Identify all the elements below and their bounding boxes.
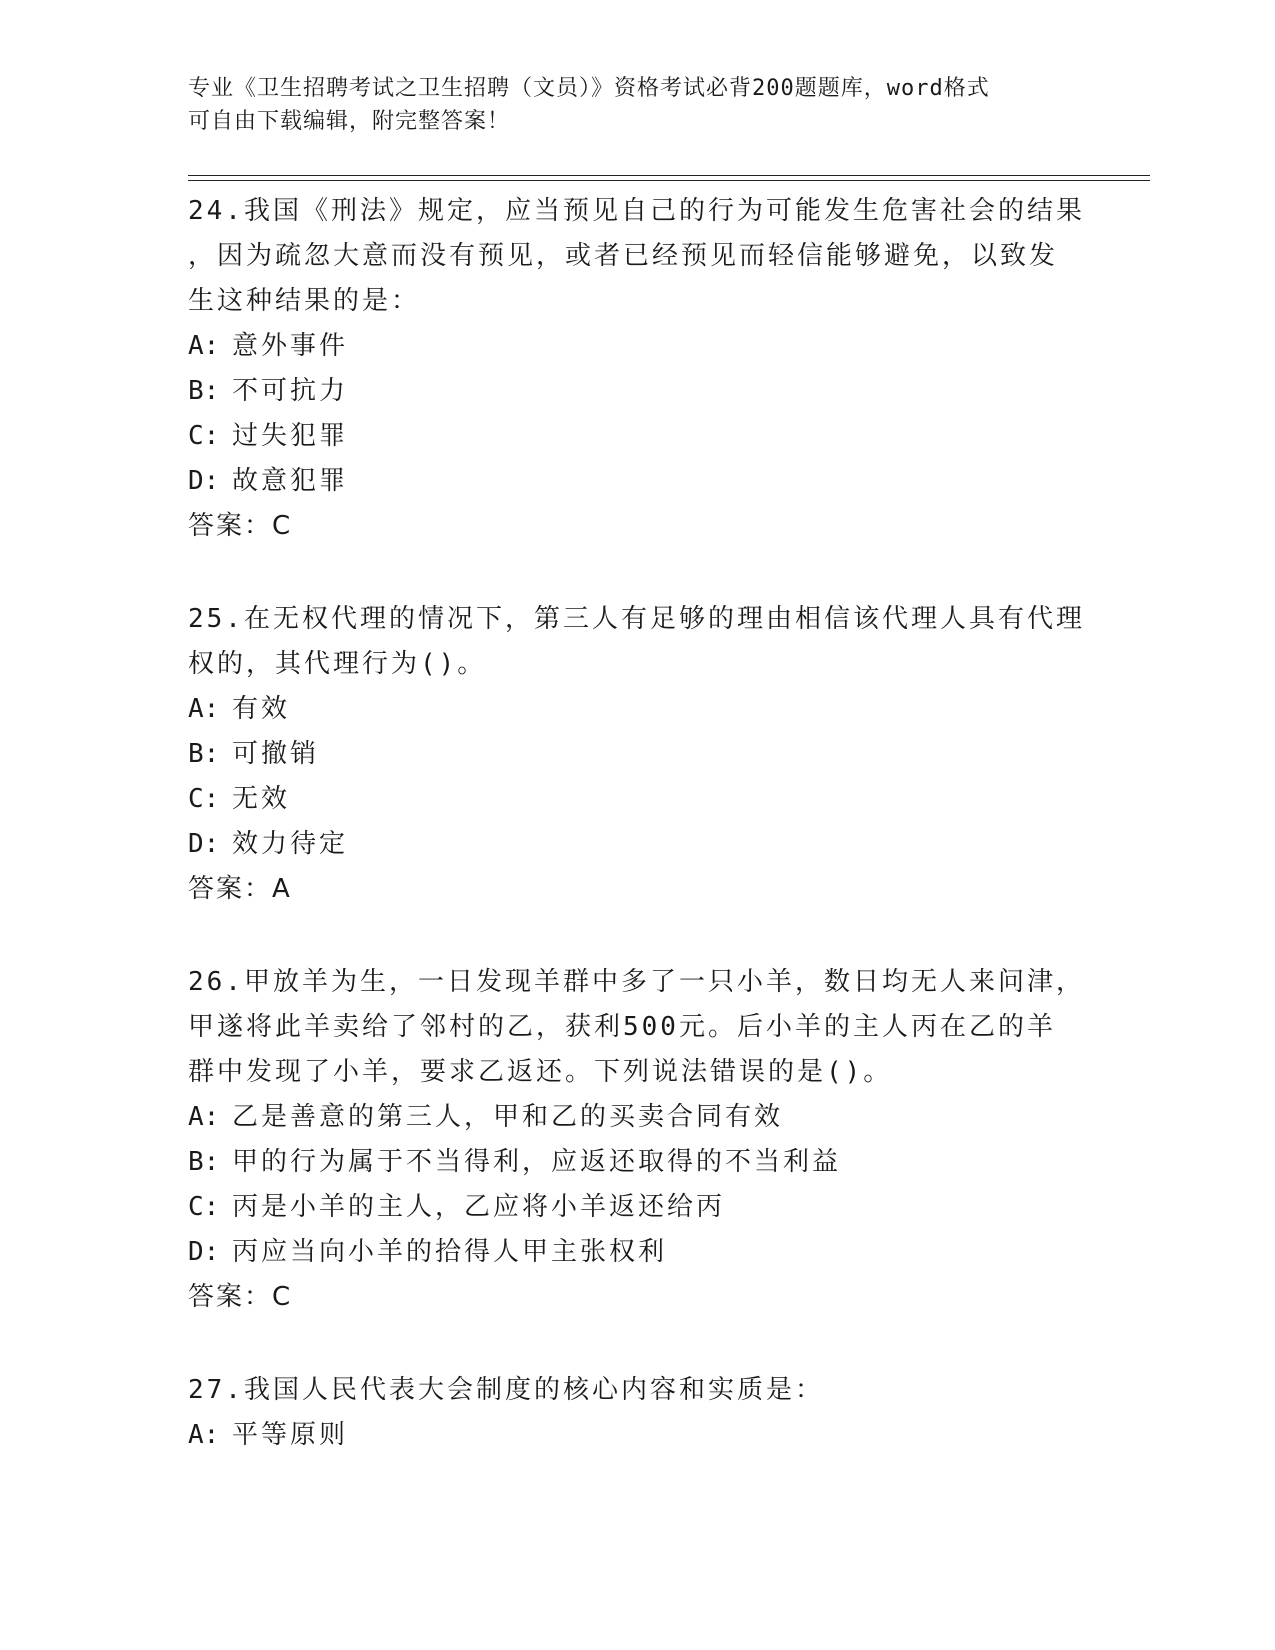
option-text: 甲的行为属于不当得利，应返还取得的不当利益 (232, 1147, 842, 1177)
option-text: 丙应当向小羊的拾得人甲主张权利 (232, 1237, 668, 1267)
option-key: D: (188, 829, 220, 859)
option-d (188, 1230, 1088, 1275)
option-key: A: (188, 1420, 220, 1450)
question-27 (188, 1368, 1088, 1458)
question-text-line: 权的，其代理行为()。 (188, 649, 487, 679)
option-key: C: (188, 784, 220, 814)
question-text-line: 24.我国《刑法》规定，应当预见自己的行为可能发生危害社会的结果 (188, 196, 1085, 226)
answer-line: 答案：A (188, 874, 292, 904)
option-text: 无效 (232, 784, 291, 814)
option-b (188, 369, 1088, 414)
option-key: A: (188, 331, 220, 361)
option-text: 过失犯罪 (232, 421, 349, 451)
option-key: C: (188, 421, 220, 451)
option-c (188, 777, 1088, 822)
option-text: 效力待定 (232, 829, 349, 859)
option-text: 意外事件 (232, 331, 349, 361)
header-line-2: 可自由下载编辑，附完整答案！ (188, 109, 511, 134)
question-text-line: 群中发现了小羊，要求乙返还。下列说法错误的是()。 (188, 1057, 893, 1087)
option-key: A: (188, 1102, 220, 1132)
question-text-line: 25.在无权代理的情况下，第三人有足够的理由相信该代理人具有代理 (188, 604, 1085, 634)
answer-line: 答案：C (188, 1282, 293, 1312)
option-text: 不可抗力 (232, 376, 349, 406)
option-b (188, 1140, 1088, 1185)
option-a (188, 1413, 1088, 1458)
question-25 (188, 597, 1088, 912)
option-key: D: (188, 1237, 220, 1267)
option-key: D: (188, 466, 220, 496)
document-header (188, 72, 1068, 138)
option-text: 丙是小羊的主人，乙应将小羊返还给丙 (232, 1192, 726, 1222)
option-key: B: (188, 376, 220, 406)
header-rule-top (188, 175, 1150, 176)
option-d (188, 459, 1088, 504)
option-text: 平等原则 (232, 1420, 349, 1450)
option-key: B: (188, 1147, 220, 1177)
option-key: A: (188, 694, 220, 724)
answer-line: 答案：C (188, 511, 293, 541)
header-rule-bottom (188, 180, 1150, 181)
option-d (188, 822, 1088, 867)
question-text-line: 26.甲放羊为生，一日发现羊群中多了一只小羊，数日均无人来问津， (188, 967, 1085, 997)
option-b (188, 732, 1088, 777)
option-text: 乙是善意的第三人，甲和乙的买卖合同有效 (232, 1102, 784, 1132)
option-text: 有效 (232, 694, 291, 724)
question-text-line: 甲遂将此羊卖给了邻村的乙，获利500元。后小羊的主人丙在乙的羊 (188, 1012, 1056, 1042)
option-a (188, 1095, 1088, 1140)
option-c (188, 1185, 1088, 1230)
option-key: B: (188, 739, 220, 769)
question-text-line: 27.我国人民代表大会制度的核心内容和实质是： (188, 1375, 824, 1405)
option-a (188, 324, 1088, 369)
header-line-1: 专业《卫生招聘考试之卫生招聘（文员）》资格考试必背200题题库，word格式 (188, 76, 990, 101)
question-text-line: 生这种结果的是： (188, 286, 421, 316)
option-text: 可撤销 (232, 739, 320, 769)
option-key: C: (188, 1192, 220, 1222)
question-24 (188, 189, 1088, 549)
question-26 (188, 960, 1088, 1320)
option-c (188, 414, 1088, 459)
question-list (188, 189, 1088, 1506)
option-text: 故意犯罪 (232, 466, 349, 496)
question-text-line: ，因为疏忽大意而没有预见，或者已经预见而轻信能够避免，以致发 (188, 241, 1059, 271)
option-a (188, 687, 1088, 732)
